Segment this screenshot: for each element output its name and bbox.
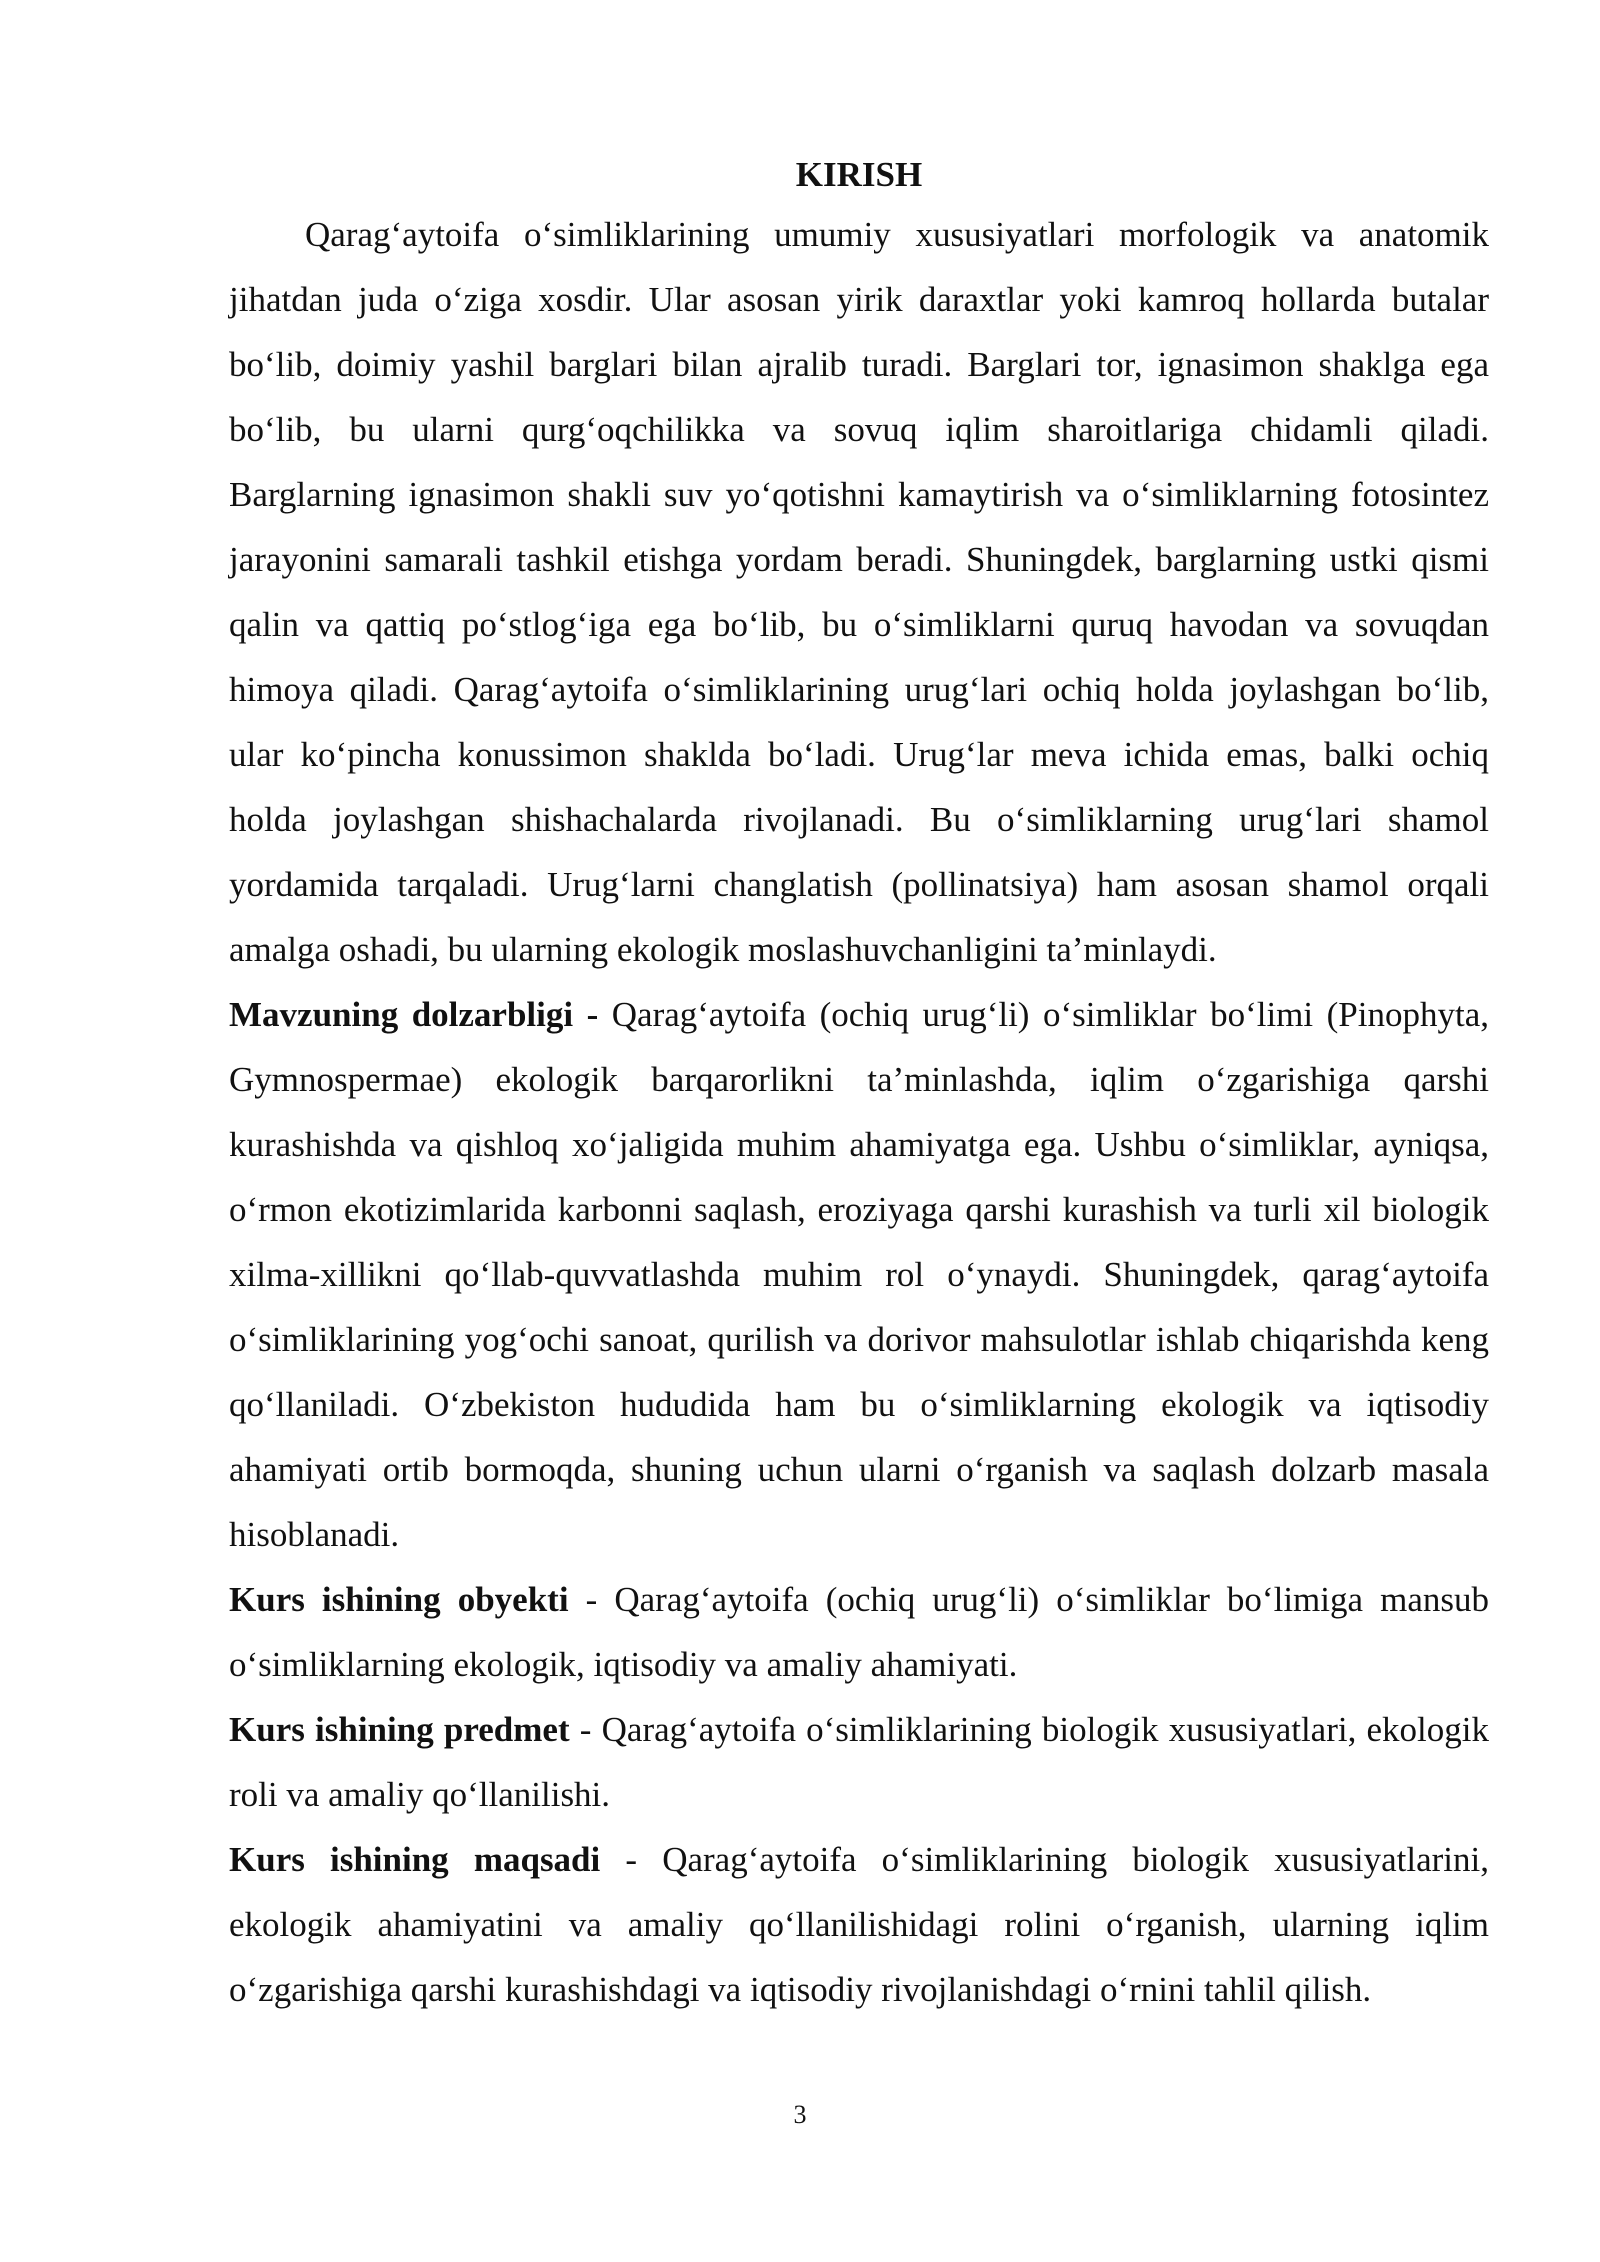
goal-paragraph	[229, 1827, 1489, 2022]
goal-label: Kurs ishining maqsadi	[229, 1840, 601, 1879]
object-text: - Qarag‘aytoifa (ochiq urug‘li) o‘simliklar bo‘limiga mansub o‘simliklarning ekologik, iqtisodiy va amaliy ahamiyati.	[229, 1580, 1489, 1684]
page-content	[229, 148, 1489, 2022]
goal-text: - Qarag‘aytoifa o‘simliklarining biologik xususiyatlarini, ekologik ahamiyatini va amaliy qo‘llanilishidagi rolini o‘rganish, ularning iqlim o‘zgarishiga qarshi kurashishdagi va iqtisodiy rivojlanishdagi o‘rnini tahlil qilish.	[229, 1840, 1490, 2009]
section-title: KIRISH	[795, 155, 923, 194]
subject-text: - Qarag‘aytoifa o‘simliklarining biologik xususiyatlari, ekologik roli va amaliy qo‘llanilishi.	[229, 1710, 1490, 1814]
page-number: 3	[793, 2100, 807, 2129]
subject-paragraph	[229, 1697, 1489, 1827]
relevance-text: Qarag‘aytoifa (ochiq urug‘li) o‘simliklar bo‘limi (Pinophyta, Gymnospermae) ekologik barqarorlikni ta’minlashda, iqlim o‘zgarishiga qarshi kurashishda va qishloq xo‘jaligida muhim ahamiyatga ega. Ushbu o‘simliklar, ayniqsa, o‘rmon ekotizimlarida karbonni saqlash, eroziyaga qarshi kurashish va turli xil biologik xilma-xillikni qo‘llab-quvvatlashda muhim rol o‘ynaydi. Shuningdek, qarag‘aytoifa o‘simliklarining yog‘ochi sanoat, qurilish va dorivor mahsulotlar ishlab chiqarishda keng qo‘llaniladi. O‘zbekiston hududida ham bu o‘simliklarning ekologik va iqtisodiy ahamiyati ortib bormoqda, shuning uchun ularni o‘rganish va saqlash dolzarb masala hisoblanadi.	[229, 995, 1489, 1554]
object-label: Kurs ishining obyekti	[229, 1580, 569, 1619]
relevance-label: Mavzuning dolzarbligi -	[229, 995, 599, 1034]
subject-label: Kurs ishining predmet	[229, 1710, 570, 1749]
intro-paragraph: Qarag‘aytoifa o‘simliklarining umumiy xususiyatlari morfologik va anatomik jihatdan juda o‘ziga xosdir. Ular asosan yirik daraxtlar yoki kamroq hollarda butalar bo‘lib, doimiy yashil barglari bilan ajralib turadi. Barglari tor, ignasimon shaklga ega bo‘lib, bu ularni qurg‘oqchilikka va sovuq iqlim sharoitlariga chidamli qiladi. Barglarning ignasimon shakli suv yo‘qotishni kamaytirish va o‘simliklarning fotosintez jarayonini samarali tashkil etishga yordam beradi. Shuningdek, barglarning ustki qismi qalin va qattiq po‘stlog‘iga ega bo‘lib, bu o‘simliklarni quruq havodan va sovuqdan himoya qiladi. Qarag‘aytoifa o‘simliklarining urug‘lari ochiq holda joylashgan bo‘lib, ular ko‘pincha konussimon shaklda bo‘ladi. Urug‘lar meva ichida emas, balki ochiq holda joylashgan shishachalarda rivojlanadi. Bu o‘simliklarning urug‘lari shamol yordamida tarqaladi. Urug‘larni changlatish (pollinatsiya) ham asosan shamol orqali amalga oshadi, bu ularning ekologik moslashuvchanligini ta’minlaydi.	[229, 215, 1489, 969]
relevance-paragraph	[229, 982, 1489, 1567]
object-paragraph	[229, 1567, 1489, 1697]
